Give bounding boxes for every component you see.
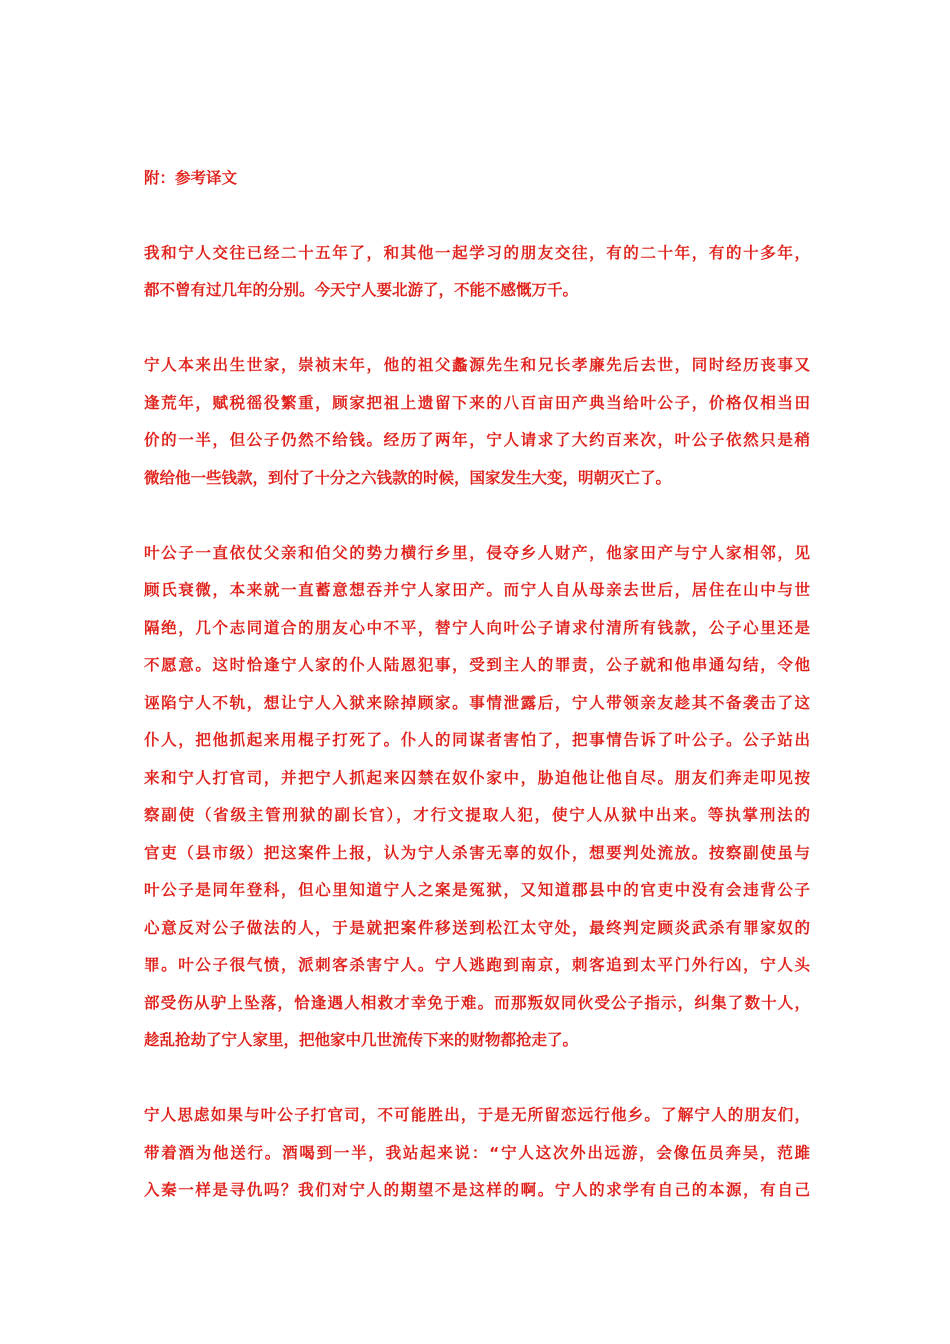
text-line: 顾氏衰微，本来就一直蓄意想吞并宁人家田产。而宁人自从母亲去世后，居住在山中与世 bbox=[144, 581, 810, 599]
paragraph-3 bbox=[144, 535, 810, 1060]
text-line: 我和宁人交往已经二十五年了，和其他一起学习的朋友交往，有的二十年，有的十多年， bbox=[144, 243, 810, 262]
document-heading: 附：参考译文 bbox=[144, 169, 238, 187]
text-line: 仆人，把他抓起来用棍子打死了。仆人的同谋者害怕了，把事情告诉了叶公子。公子站出 bbox=[144, 731, 810, 749]
text-line: 察副使（省级主管刑狱的副长官），才行文提取人犯，使宁人从狱中出来。等执掌刑法的 bbox=[144, 806, 810, 824]
document-body bbox=[144, 160, 810, 1247]
text-line: 官吏（县市级）把这案件上报，认为宁人杀害无辜的奴仆，想要判处流放。按察副使虽与 bbox=[144, 843, 810, 862]
text-line: 诬陷宁人不轨，想让宁人入狱来除掉顾家。事情泄露后，宁人带领亲友趁其不备袭击了这 bbox=[144, 693, 810, 712]
text-line: 部受伤从驴上坠落，恰逢遇人相救才幸免于难。而那叛奴同伙受公子指示，纠集了数十人， bbox=[144, 993, 810, 1012]
text-line: 入秦一样是寻仇吗？我们对宁人的期望不是这样的啊。宁人的求学有自己的本源，有自己 bbox=[144, 1181, 810, 1199]
text-line: 宁人思虑如果与叶公子打官司，不可能胜出，于是无所留恋远行他乡。了解宁人的朋友们， bbox=[144, 1106, 810, 1124]
text-line: 罪。叶公子很气愤，派刺客杀害宁人。宁人逃跑到南京，刺客追到太平门外行凶，宁人头 bbox=[144, 956, 810, 974]
text-line: 不愿意。这时恰逢宁人家的仆人陆恩犯事，受到主人的罪责，公子就和他串通勾结，令他 bbox=[144, 656, 810, 674]
text-line: 隔绝，几个志同道合的朋友心中不平，替宁人向叶公子请求付清所有钱款，公子心里还是 bbox=[144, 618, 810, 637]
text-line: 趁乱抢劫了宁人家里，把他家中几世流传下来的财物都抢走了。 bbox=[144, 1031, 579, 1049]
text-line: 价的一半，但公子仍然不给钱。经历了两年，宁人请求了大约百来次，叶公子依然只是稍 bbox=[144, 431, 810, 449]
text-line: 叶公子是同年登科，但心里知道宁人之案是冤狱，又知道郡县中的官吏中没有会违背公子 bbox=[144, 881, 810, 899]
text-line: 心意反对公子做法的人，于是就把案件移送到松江太守处，最终判定顾炎武杀有罪家奴的 bbox=[144, 918, 810, 937]
paragraph-1 bbox=[144, 235, 810, 310]
text-line: 叶公子一直依仗父亲和伯父的势力横行乡里，侵夺乡人财产，他家田产与宁人家相邻，见 bbox=[144, 543, 810, 562]
text-line: 逢荒年，赋税徭役繁重，顾家把祖上遗留下来的八百亩田产典当给叶公子，价格仅相当田 bbox=[144, 393, 810, 412]
paragraph-4 bbox=[144, 1097, 810, 1210]
text-line: 来和宁人打官司，并把宁人抓起来囚禁在奴仆家中，胁迫他让他自尽。朋友们奔走叩见按 bbox=[144, 768, 810, 787]
text-line: 都不曾有过几年的分别。今天宁人要北游了，不能不感慨万千。 bbox=[144, 281, 579, 299]
text-line: 带着酒为他送行。酒喝到一半，我站起来说：“宁人这次外出远游，会像伍员奔吴，范雎 bbox=[144, 1143, 810, 1162]
text-line: 宁人本来出生世家，崇祯末年，他的祖父蠡源先生和兄长孝廉先后去世，同时经历丧事又 bbox=[144, 356, 810, 374]
text-line: 微给他一些钱款，到付了十分之六钱款的时候，国家发生大变，明朝灭亡了。 bbox=[144, 468, 672, 487]
paragraph-2 bbox=[144, 347, 810, 497]
